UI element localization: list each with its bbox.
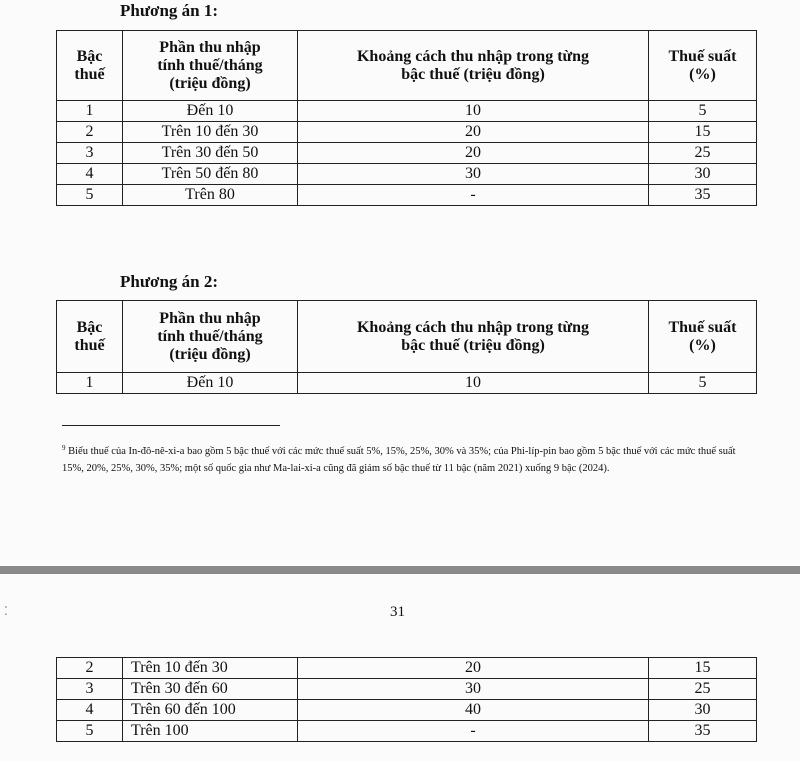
plan2-cont-gap-cell: 20 [298,658,649,679]
plan1-income-cell: Trên 10 đến 30 [123,122,298,143]
plan1-level-cell: 2 [57,122,123,143]
plan2-cont-income-cell: Trên 60 đến 100 [123,700,298,721]
plan1-gap-cell: - [298,185,649,206]
plan2-col-rate: Thuế suất (%) [649,301,757,373]
plan1-gap-cell: 30 [298,164,649,185]
plan2-cont-gap-cell: 30 [298,679,649,700]
plan1-rate-cell: 5 [649,101,757,122]
plan2-table [56,300,757,394]
plan2-cont-rate-cell: 15 [649,658,757,679]
plan1-col-income: Phần thu nhập tính thuế/tháng (triệu đồng) [123,31,298,101]
page-break [0,566,800,574]
plan1-row [57,143,757,164]
plan1-col-rate: Thuế suất (%) [649,31,757,101]
plan2-level-cell: 1 [57,373,123,394]
plan1-col-level: Bậc thuế [57,31,123,101]
plan2-cont-level-cell: 3 [57,679,123,700]
plan1-gap-cell: 20 [298,122,649,143]
plan1-income-cell: Trên 80 [123,185,298,206]
plan1-heading: Phương án 1: [120,1,219,20]
plan2-gap-cell: 10 [298,373,649,394]
plan2-cont-level-cell: 2 [57,658,123,679]
scan-speck: ⁚ [4,604,8,618]
plan1-header-row [57,31,757,101]
plan2-rate-cell: 5 [649,373,757,394]
plan1-income-cell: Trên 50 đến 80 [123,164,298,185]
plan2-cont-row [57,658,757,679]
plan1-rate-cell: 30 [649,164,757,185]
plan1-level-cell: 4 [57,164,123,185]
plan1-gap-cell: 10 [298,101,649,122]
plan2-cont-income-cell: Trên 10 đến 30 [123,658,298,679]
plan2-cont-gap-cell: 40 [298,700,649,721]
plan2-cont-level-cell: 5 [57,721,123,742]
plan2-cont-rate-cell: 30 [649,700,757,721]
plan2-col-gap: Khoảng cách thu nhập trong từng bậc thuế (triệu đồng) [298,301,649,373]
page-number: 31 [390,604,405,620]
plan2-header-row [57,301,757,373]
footnote-separator [62,425,280,426]
plan1-level-cell: 5 [57,185,123,206]
plan1-row [57,101,757,122]
plan1-table [56,30,757,206]
plan2-cont-rate-cell: 25 [649,679,757,700]
plan1-row [57,185,757,206]
plan1-col-gap: Khoảng cách thu nhập trong từng bậc thuế (triệu đồng) [298,31,649,101]
plan1-income-cell: Trên 30 đến 50 [123,143,298,164]
plan1-income-cell: Đến 10 [123,101,298,122]
plan2-col-income: Phần thu nhập tính thuế/tháng (triệu đồng) [123,301,298,373]
plan2-cont-income-cell: Trên 100 [123,721,298,742]
plan2-table-continued [56,657,757,742]
plan2-cont-row [57,679,757,700]
plan2-cont-row [57,700,757,721]
plan1-rate-cell: 15 [649,122,757,143]
plan1-row [57,164,757,185]
plan1-rate-cell: 25 [649,143,757,164]
footnote-marker: 9 [62,444,66,452]
plan2-cont-row [57,721,757,742]
plan2-heading: Phương án 2: [120,272,219,291]
plan2-income-cell: Đến 10 [123,373,298,394]
plan1-rate-cell: 35 [649,185,757,206]
plan2-cont-income-cell: Trên 30 đến 60 [123,679,298,700]
plan1-level-cell: 1 [57,101,123,122]
plan2-cont-rate-cell: 35 [649,721,757,742]
footnote-text: Biểu thuế của In-đô-nê-xi-a bao gồm 5 bậc thuế với các mức thuế suất 5%, 15%, 25%, 30% và 35%; của Phi-líp-pin bao gồm 5 bậc thuế với các mức thuế suất 15%, 20%, 25%, 30%, 35%; một số quốc gia như Ma-lai-xi-a cũng đã giảm số bậc thuế từ 11 bậc (năm 2021) xuống 9 bậc (2024). [62,446,736,474]
plan2-row [57,373,757,394]
footnote [62,440,752,477]
plan1-row [57,122,757,143]
plan2-col-level: Bậc thuế [57,301,123,373]
plan2-cont-level-cell: 4 [57,700,123,721]
plan1-gap-cell: 20 [298,143,649,164]
plan1-level-cell: 3 [57,143,123,164]
plan2-cont-gap-cell: - [298,721,649,742]
